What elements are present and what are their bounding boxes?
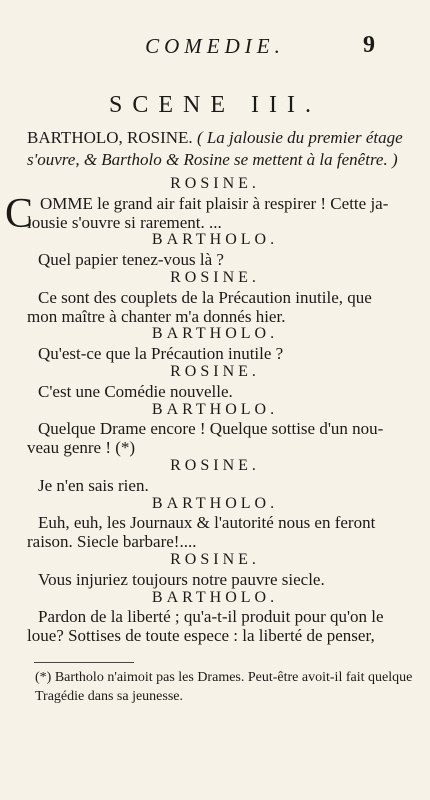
speech-line: veau genre ! (*) xyxy=(27,438,136,458)
running-title: COMEDIE. xyxy=(145,34,285,58)
speech-line: Je n'en sais rien. xyxy=(38,475,149,495)
speaker-name: BARTHOLO. xyxy=(151,494,279,512)
speech-line: Pardon de la liberté ; qu'a-t-il produit pour qu'on le xyxy=(38,607,384,627)
speaker-name: ROSINE. xyxy=(170,269,260,286)
speaker-name: ROSINE. xyxy=(170,457,260,474)
speech-line: raison. Siecle barbare!.... xyxy=(27,532,197,552)
speech-line: Vous injuriez toujours notre pauvre siecle. xyxy=(38,569,325,589)
cast-list xyxy=(27,127,412,171)
speech-line: Ce sont des couplets de la Précaution inutile, que xyxy=(38,287,372,307)
speech-line: loue? Sottises de toute espece : la liberté de penser, xyxy=(27,626,375,646)
footnote-rule xyxy=(34,662,134,663)
speech-line: Quelque Drame encore ! Quelque sottise d'un nou- xyxy=(38,419,384,439)
speaker-name: ROSINE. xyxy=(170,363,260,380)
drop-cap: C xyxy=(5,191,34,237)
speaker-name: BARTHOLO. xyxy=(151,325,279,343)
speaker-name: ROSINE. xyxy=(170,175,260,192)
cast-names: BARTHOLO, ROSINE. xyxy=(27,128,193,147)
speech-line: OMME le grand air fait plaisir à respirer ! Cette ja- xyxy=(40,193,389,213)
stage-direction: ( La jalousie du premier étage s'ouvre, & Bartholo & Rosine se mettent à la fenêtre. ) xyxy=(27,128,403,169)
running-head xyxy=(0,30,430,60)
speech-line: Quel papier tenez-vous là ? xyxy=(38,250,224,270)
scene-title: SCENE III. xyxy=(109,92,321,118)
speech-line: C'est une Comédie nouvelle. xyxy=(38,381,233,401)
page-number: 9 xyxy=(363,32,375,58)
speaker-name: BARTHOLO. xyxy=(151,231,279,249)
speech-line: Euh, euh, les Journaux & l'autorité nous en feront xyxy=(38,513,376,533)
footnote: (*) Bartholo n'aimoit pas les Drames. Peut-être avoit-il fait quelque Tragédie dans sa jeunesse. xyxy=(35,670,413,704)
speaker-name: ROSINE. xyxy=(170,551,260,568)
speech-line: lousie s'ouvre si rarement. ... xyxy=(27,212,222,232)
speech-line: Qu'est-ce que la Précaution inutile ? xyxy=(38,344,284,364)
speaker-name: BARTHOLO. xyxy=(151,588,279,606)
speech-line: mon maître à chanter m'a donnés hier. xyxy=(27,306,286,326)
speaker-name: BARTHOLO. xyxy=(151,400,279,418)
